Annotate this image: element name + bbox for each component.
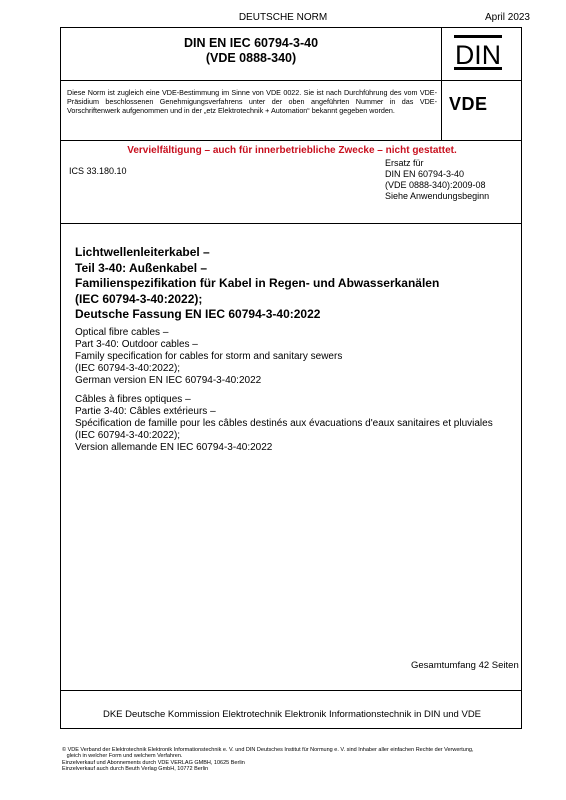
vde-number: (VDE 0888-340) — [205, 51, 297, 65]
french-title — [75, 394, 515, 454]
header-divider — [61, 80, 521, 81]
title-line: Familienspezifikation für Kabel in Regen- und Abwasserkanälen — [75, 276, 440, 290]
english-title — [75, 327, 515, 387]
title-line: Part 3-40: Outdoor cables – — [75, 339, 198, 350]
copyright-footer — [62, 747, 532, 773]
title-line: (IEC 60794-3-40:2022); — [75, 430, 181, 441]
title-line: Deutsche Fassung EN IEC 60794-3-40:2022 — [75, 307, 321, 321]
din-logo-text: DIN — [455, 40, 501, 70]
replacement-line: Ersatz für — [385, 158, 424, 168]
footer-line: Einzelverkauf auch durch Beuth Verlag GmbH, 10772 Berlin — [62, 766, 209, 773]
footer-line: © VDE Verband der Elektrotechnik Elektronik Informationstechnik e. V. und DIN Deutsches Institut für Normung e. V. sind Inhaber aller einfachen Rechte der Verwertung, — [62, 747, 474, 753]
dke-line: DKE Deutsche Kommission Elektrotechnik Elektronik Informationstechnik in DIN und VDE — [102, 709, 482, 720]
title-line: Spécification de famille pour les câbles destinés aux évacuations d'eaux sanitaires et pluviales — [75, 418, 493, 429]
replacement-line: (VDE 0888-340):2009-08 — [385, 180, 486, 190]
title-line: Family specification for cables for storm and sanitary sewers — [75, 351, 343, 362]
replacement-line: Siehe Anwendungsbeginn — [385, 191, 490, 201]
total-pages: Gesamtumfang 42 Seiten — [411, 660, 519, 671]
title-line: German version EN IEC 60794-3-40:2022 — [75, 375, 262, 386]
title-line: Câbles à fibres optiques – — [75, 394, 191, 405]
metadata-divider — [61, 223, 521, 224]
title-line: Lichtwellenleiterkabel – — [75, 245, 210, 259]
ics-code: ICS 33.180.10 — [69, 166, 127, 176]
footer-divider — [61, 690, 521, 691]
vde-logo: VDE — [449, 94, 488, 114]
standard-number: DIN EN IEC 60794-3-40 — [183, 36, 319, 50]
din-logo — [453, 34, 503, 72]
title-line: Version allemande EN IEC 60794-3-40:2022 — [75, 442, 273, 453]
standard-designation — [61, 36, 441, 66]
title-line: Teil 3-40: Außenkabel – — [75, 260, 208, 275]
replacement-info — [385, 158, 489, 202]
german-title — [75, 245, 515, 323]
footer-line: Einzelverkauf und Abonnements durch VDE VERLAG GMBH, 10625 Berlin — [62, 759, 245, 766]
title-line: (IEC 60794-3-40:2022); — [75, 363, 181, 374]
footer-line: gleich in welcher Form und welchem Verfahren. — [62, 753, 183, 760]
title-line: (IEC 60794-3-40:2022); — [75, 291, 203, 306]
logo-divider — [441, 28, 442, 140]
vde-notice: Diese Norm ist zugleich eine VDE-Bestimmung im Sinne von VDE 0022. Sie ist nach Durchführung des vom VDE-Präsidium beschlossenen Genehmigungsverfahrens unter der oben angeführten Nummer in das VDE-Vorschriftenwerk aufgenommen und in der „etz Elektrotechnik + Automation“ bekannt gegeben worden. — [67, 88, 437, 115]
copy-warning: Vervielfältigung – auch für innerbetriebliche Zwecke – nicht gestattet. — [127, 145, 457, 156]
norm-type-label: DEUTSCHE NORM — [238, 12, 328, 23]
title-line: Partie 3-40: Câbles extérieurs – — [75, 406, 216, 417]
cover-frame — [60, 27, 522, 729]
title-line: Optical fibre cables – — [75, 327, 169, 338]
notice-divider — [61, 140, 521, 141]
replacement-line: DIN EN 60794-3-40 — [385, 169, 465, 179]
publication-date: April 2023 — [484, 12, 530, 23]
